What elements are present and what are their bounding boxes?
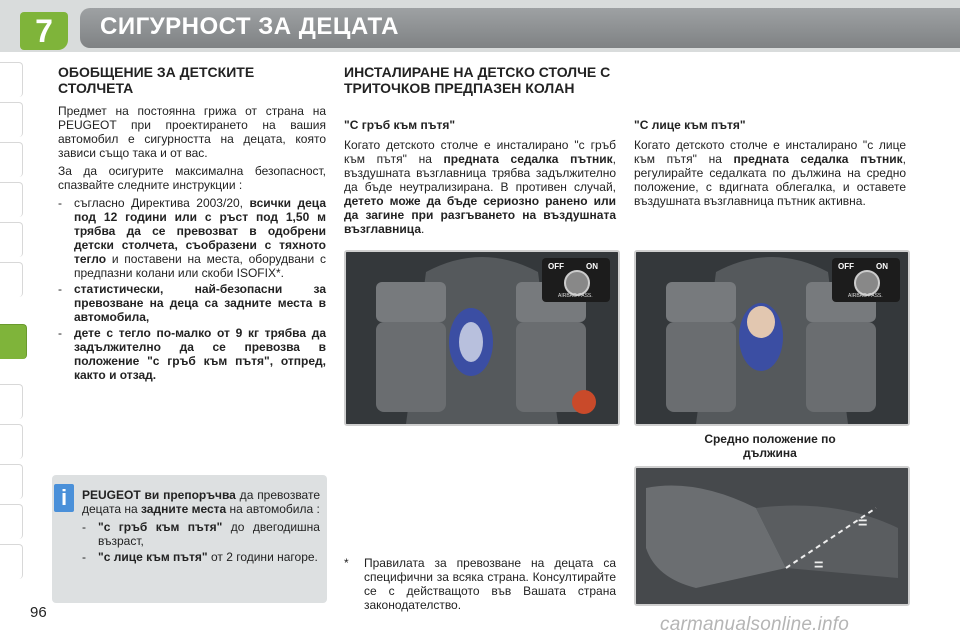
forward-facing-seat-image [634, 250, 910, 426]
installation-section [344, 64, 624, 96]
forward-facing-title: "С лице към пътя" [634, 118, 746, 132]
chapter-tab[interactable] [0, 262, 23, 297]
chapter-tab[interactable] [0, 384, 23, 419]
airbag-switch-inset [542, 258, 610, 302]
list-item: - съгласно Директива 2003/20, всички деца под 12 години или с ръст под 1,50 м трябва да се превозват в одобрени детски столчета, съобразени с тяхното тегло и поставени на места, оборудвани с предпазни колани или скоби ISOFIX*. [58, 196, 326, 280]
airbag-on-label: ON [876, 262, 888, 271]
footnote [344, 556, 616, 614]
page-number: 96 [30, 604, 47, 621]
chapter-tab[interactable] [0, 142, 23, 177]
chapter-tab[interactable] [0, 182, 23, 217]
info-text: PEUGEOT ви препоръчва да превозвате децата на задните места на автомобила : - "с гръб към пътя" до двегодишна възраст, - "с лице към пътя" от 2 години нагоре. [82, 488, 320, 564]
seat-position-image [634, 466, 910, 606]
chapter-tab[interactable] [0, 464, 23, 499]
chapter-tab[interactable] [0, 544, 23, 579]
chapter-tab-active[interactable] [0, 324, 27, 359]
installation-heading: ИНСТАЛИРАНЕ НА ДЕТСКО СТОЛЧЕ С ТРИТОЧКОВ ПРЕДПАЗЕН КОЛАН [344, 64, 611, 96]
list-item: - статистически, най-безопасни за превозване на деца са задните места в автомобила, [58, 282, 326, 324]
seat-rail-illustration [636, 468, 908, 604]
svg-text:=: = [814, 557, 824, 574]
chapter-tabs [0, 62, 26, 622]
page-title: СИГУРНОСТ ЗА ДЕЦАТА [100, 13, 399, 40]
overview-heading: ОБОБЩЕНИЕ ЗА ДЕТСКИТЕ СТОЛЧЕТА [58, 64, 255, 96]
chapter-tab[interactable] [0, 62, 23, 97]
overview-paragraph-2: За да осигурите максимална безопасност, спазвайте следните инструкции : [58, 164, 326, 192]
footnote-mark: * [344, 556, 349, 570]
chapter-tab[interactable] [0, 102, 23, 137]
rear-facing-title: "С гръб към пътя" [344, 118, 456, 132]
list-item: - "с гръб към пътя" до двегодишна възраст, [82, 520, 320, 548]
rear-facing-text: "С гръб към пътя" Когато детското столче е инсталирано "с гръб към пътя" на предната седалка пътник, въздушната възглавница трябва задължително да бъде неутрализирана. В противен случай, детето може да бъде сериозно ранено или да загине при разгъването на въздушната възглавница. [344, 118, 616, 236]
airbag-pass-label: AIRBAG PASS. [558, 293, 593, 299]
overview-paragraph-1: Предмет на постоянна грижа от страна на PEUGEOT при проектирането на вашия автомобил е сигурността на децата, която зависи също така и от вас. [58, 104, 326, 160]
forward-facing-text: "С лице към пътя" Когато детското столче е инсталирано "с лице към пътя" на предната седалка пътник, регулирайте седалката по дължина на средно положение, с вдигната облегалка, и оставете въздушната възглавница пътник активна. [634, 118, 906, 208]
airbag-pass-label: AIRBAG PASS. [848, 293, 883, 299]
airbag-switch-inset [832, 258, 900, 302]
seat-position-caption: Средно положение по дължина [704, 432, 836, 460]
list-item: - "с лице към пътя" от 2 години нагоре. [82, 550, 318, 564]
chapter-number: 7 [20, 12, 68, 50]
svg-text:=: = [858, 515, 868, 532]
chapter-tab[interactable] [0, 222, 23, 257]
overview-section [58, 64, 326, 384]
watermark: carmanualsonline.info [660, 614, 850, 635]
airbag-off-label: OFF [548, 262, 564, 271]
airbag-off-label: OFF [838, 262, 854, 271]
airbag-on-label: ON [586, 262, 598, 271]
chapter-tab[interactable] [0, 424, 23, 459]
chapter-tab[interactable] [0, 504, 23, 539]
info-icon: i [54, 484, 74, 512]
rear-facing-seat-image [344, 250, 620, 426]
footnote-text: Правилата за превозване на децата са специфични за всяка страна. Консултирайте се с действащото във Вашата страна законодателство. [364, 556, 616, 612]
list-item: - дете с тегло по-малко от 9 кг трябва да задължително да се превозва в положение "с гръб към пътя", отпред, както и отзад. [58, 326, 326, 382]
